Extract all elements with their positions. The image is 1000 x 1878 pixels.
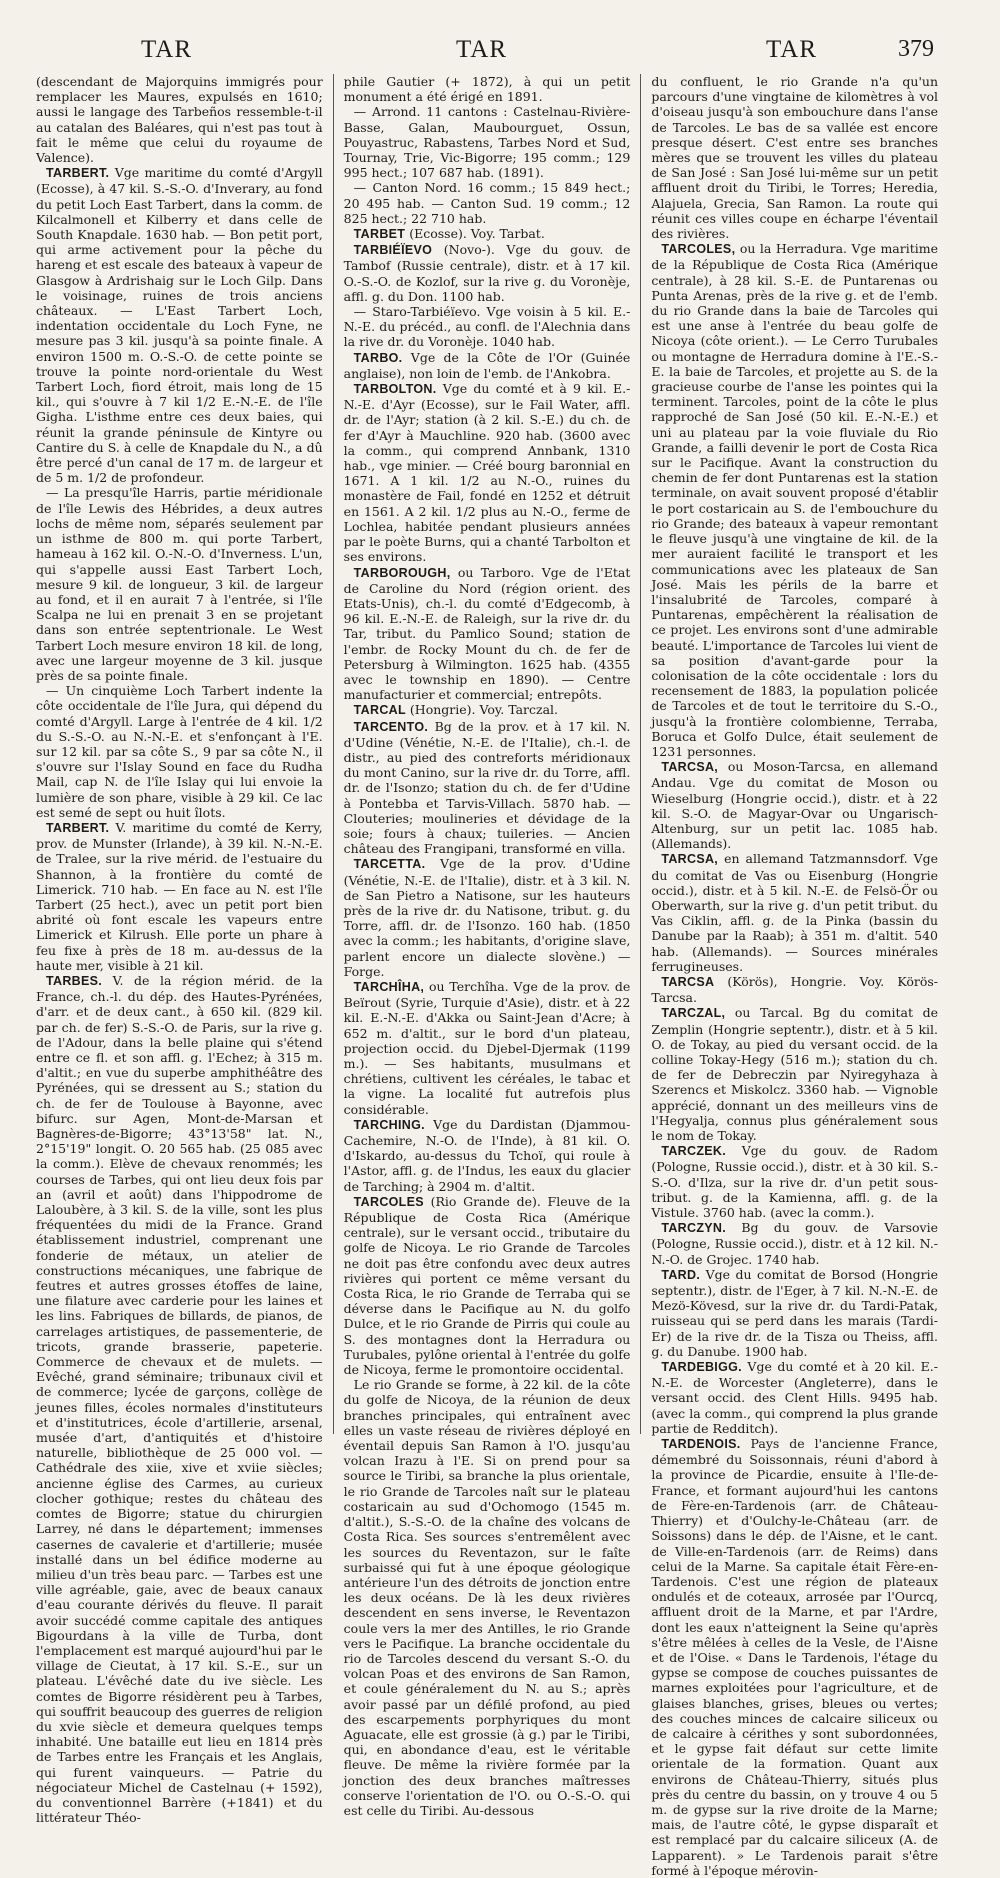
entry-headword: TARD. [661,1267,701,1282]
dictionary-entry [651,1005,938,1143]
entry-headword: TARCHÎHA, [353,979,425,994]
dictionary-entry [344,1117,631,1194]
entry-headword: TARDEBIGG. [661,1360,742,1375]
entry-text: Vge du comté et à 20 kil. E.-N.-E. de Worcester (Angleterre), dans le versant occid. des Clent Hills. 9495 hab. (avec la comm., qui comprend la plus grande partie de Redditch). [651,1359,939,1436]
page-header [36,30,938,74]
entry-headword: TARCSA, [661,852,719,867]
entry-headword: TARCETTA. [353,857,426,872]
entry-headword: TARCHING. [353,1117,425,1132]
dictionary-entry [36,973,323,1825]
dictionary-entry [344,242,631,304]
entry-headword: TARCZEK. [661,1144,727,1159]
dictionary-entry [651,974,938,1005]
entry-headword: TARBIÉÏEVO [353,243,433,258]
entry-text: (Hongrie). Voy. Tarczal. [409,702,559,718]
dictionary-entry [344,304,631,350]
dictionary-entry [344,1194,631,1377]
entry-text: ou la Herradura. Vge maritime de la République de Costa Rica (Amérique centrale), à 28 kil. S.-E. de Puntarenas ou Punta Arenas, près de la rive g. et de l'emb. du rio Grande dans la baie de Tarcoles qui est une anse à l'entrée du beau golfe de Nicoya (côte orient.). — Le Cerro Turubales ou montagne de Herradura domine à l'E.-S.-E. la baie de Tarcoles, et projette au S. de la gracieuse courbe de l'anse les pointes qui la terminent. Tarcoles, point de la côte le plus rapproché de San José (50 kil. E.-N.-E.) et uni au plateau par la voie fluviale du Rio Grande, a failli devenir le port de Costa Rica sur le Pacifique. Avant la construction du chemin de fer dont Puntarenas est la station terminale, on avait souvent proposé d'établir le port costaricain au S. de l'embouchure du rio Grande; des bateaux à vapeur remontant le fleuve jusqu'à une vingtaine de kil. de la mer auraient facilité le transport et les communications avec les plateaux de San José. Mais les périls de la barre et l'insalubrité de Tarcoles, comparé à Puntarenas, empêchèrent la réalisation de ce projet. Les environs sont d'une admirable beauté. L'importance de Tarcoles lui vient de sa position d'avant-garde pour la colonisation de la côte occidentale : lors du recensement de 1883, la population policée de Tarcoles et de tout le territoire du S.-O., jusqu'à la frontière colombienne, Terraba, Boruca et Golfo Dulce, était seulement de 1231 personnes. [651,241,939,759]
entry-headword: TARCAL [353,703,406,718]
entry-text: — Arrond. 11 cantons : Castelnau-Rivière-Basse, Galan, Maubourguet, Ossun, Pouyastruc, Rabastens, Tarbes Nord et Sud, Tournay, Trie, Vic-Bigorre; 195 comm.; 129 995 hect.; 107 687 hab. (1891). [343,104,631,181]
entry-text: Bg de la prov. et à 17 kil. N. d'Udine (Vénétie, N.-E. de l'Italie), ch.-l. de distr., au pied des contreforts méridionaux du mont Canino, sur la rive dr. du Torre, affl. dr. de l'Isonzo; station du ch. de fer d'Udine à Pontebba et Tarvis-Villach. 5870 hab. — Clouteries; moulineries et dévidage de la soie; fours à chaux; tuileries. — Ancien château des Frangipani, transformé en villa. [343,718,631,857]
entry-text: — Un cinquième Loch Tarbert indente la côte occidentale de l'île Jura, qui dépend du comté d'Argyll. Large à l'entrée de 4 kil. 1/2 du S.-S.-O. au N.-N.-E. et s'enfonçant à l'E. sur 12 kil. par sa côte S., 9 par sa côte N., il s'ouvre sur l'Islay Sound en face du Rudha Mail, cap N. de l'île Islay qui lui envoie la lumière de son phare, visible à 29 kil. Ce lac est semé de sept ou huit îlots. [36,683,323,820]
dictionary-entry [651,1220,938,1267]
entry-headword: TARDENOIS. [661,1437,741,1452]
entry-headword: TARCOLES, [661,242,736,257]
entry-text: ou Tarcal. Bg du comitat de Zemplin (Hongrie septentr.), distr. et à 5 kil. O. de Tokay, au pied du versant occid. de la colline Tokay-Hegy (516 m.); station du ch. de fer de Debreczin par Nyiregyhaza à Szerencs et Miskolcz. 3360 hab. — Vignoble apprécié, donnant un des meilleurs vins de l'Hegyalja, connus plus généralement sous le nom de Tokay. [651,1005,939,1144]
entry-text: (Novo-). Vge du gouv. de Tambof (Russie centrale), distr. et à 17 kil. O.-S.-O. de Kozlof, sur la rive g. du Voronèje, affl. g. du Don. 1100 hab. [343,242,631,304]
entry-text: Vge maritime du comté d'Argyll (Ecosse), à 47 kil. S.-S.-O. d'Inverary, au fond du petit Loch East Tarbert, dans la comm. de Kilcalmonell et Kilberry et dans celle de South Knapdale. 1630 hab. — Bon petit port, qui arme activement pour la pêche du hareng et est escale des bateaux à vapeur de Glasgow à Ardrishaig sur le Loch Gilp. Dans le voisinage, ruines de trois anciens châteaux. — L'East Tarbert Loch, indentation occidentale du Loch Fyne, ne mesure pas 3 kil. jusqu'à sa pointe finale. A environ 1500 m. O.-S.-O. de cette pointe se trouve la pointe nord-orientale du West Tarbert Loch, fiord étroit, mais long de 15 kil., qui s'ouvre à 7 kil 1/2 E.-N.-E. de l'île Gigha. L'isthme entre ces deux baies, qui réunit la grande péninsule de Kintyre ou Cantire du S. à celle de Knapdale du N., a dû être percé d'un canal de 17 m. de largeur et de 5 m. 1/2 de profondeur. [36,165,323,486]
dictionary-entry [651,241,938,759]
entry-text: (Rio Grande de). Fleuve de la République de Costa Rica (Amérique centrale), sur le versant occid., tributaire du golfe de Nicoya. Le rio Grande de Tarcoles ne doit pas être confondu avec deux autres rivières qui portent ce même versant du Costa Rica, le rio Grande de Terraba qui se déverse dans le Pacifique au N. du golfo Dulce, et le rio Grande de Pirris qui coule au S. des montagnes dont la Herradura ou Turubales, pylône oriental à l'entrée du golfe de Nicoya, ferme le promontoire occidental. [343,1193,631,1378]
entry-text: — La presqu'île Harris, partie méridionale de l'île Lewis des Hébrides, a deux autres lochs de même nom, séparés seulement par un isthme de 800 m. qui porte Tarbert, hameau à 162 kil. O.-N.-O. d'Inverness. L'un, qui s'appelle aussi East Tarbert Loch, mesure 9 kil. de longueur, 3 kil. de largeur au fond, et il en aurait 7 à l'entrée, si l'île Scalpa ne lui en prenait 3 en se projetant dans son entrée septentrionale. Le West Tarbert Loch mesure environ 18 kil. de long, avec une largeur moyenne de 3 kil. jusque près de sa pointe finale. [36,485,323,683]
entry-text: phile Gautier (+ 1872), à qui un petit monument a été érigé en 1891. [343,74,631,105]
dictionary-entry [344,1377,631,1818]
entry-headword: TARBOLTON. [353,382,437,397]
entry-text: — Canton Nord. 16 comm.; 15 849 hect.; 20 495 hab. — Canton Sud. 19 comm.; 12 825 hect.; 22 710 hab. [343,180,631,226]
entry-text: Bg du gouv. de Varsovie (Pologne, Russie occid.), distr. et à 12 kil. N.-N.-O. de Grojec. 1740 hab. [651,1220,939,1267]
entry-headword: TARCENTO. [353,719,429,734]
dictionary-entry [344,979,631,1117]
entry-text: (Ecosse). Voy. Tarbat. [409,226,545,242]
running-head-middle: TAR [456,36,507,63]
entry-text: ou Tarboro. Vge de l'Etat de Caroline du Nord (région orient. des Etats-Unis), ch.-l. du comté d'Edgecomb, à 96 kil. E.-N.-E. de Raleigh, sur la rive dr. du Tar, tribut. du Pamlico Sound; station de l'embr. de Rocky Mount du ch. de fer de Petersburg à Wilmington. 1625 hab. (4355 avec le township en 1890). — Centre manufacturier et commercial; entrepôts. [343,564,631,703]
dictionary-entry [344,74,631,104]
dictionary-entry [651,1436,938,1878]
entry-text: Pays de l'ancienne France, démembré du Soissonnais, réuni d'abord à la province de Picardie, ensuite à l'Ile-de-France, et formant aujourd'hui les cantons de Fère-en-Tardenois (arr. de Château-Thierry) et d'Oulchy-le-Château (arr. de Soissons) dans le dép. de l'Aisne, et le cant. de Ville-en-Tardenois (arr. de Reims) dans celui de la Marne. Sa capitale était Fère-en-Tardenois. C'est une région de plateaux ondulés et de coteaux, arrosée par l'Ourcq, affluent droit de la Marne, et par l'Ardre, dont les eaux n'atteignent la Seine qu'après s'être mêlées à celles de la Vesle, de l'Aisne et de l'Oise. « Dans le Tardenois, l'étage du gypse se compose de couches puissantes de marnes exploitées pour l'agriculture, et de glaises blanches, grises, bleues ou vertes; des couches minces de calcaire siliceux ou de calcaire à cérithes y sont subordonnées, et le gypse fait défaut sur cette limite orientale de la formation. Quant aux environs de Château-Thierry, situés plus près du centre du bassin, on y trouve 4 ou 5 m. de gypse sur la rive droite de la Marne; mais, de l'autre côté, le gypse disparaît et est remplacé par du calcaire siliceux (A. de Lapparent). » Le Tardenois parait s'être formé à l'époque mérovin- [651,1436,939,1878]
entry-text: ou Moson-Tarcsa, en allemand Andau. Vge du comitat de Moson ou Wieselburg (Hongrie occid.), distr. et à 22 kil. S.-O. de Magyar-Ovar ou Ungarisch-Altenburg, sur un petit lac. 1085 hab. (Allemands). [651,759,939,852]
entry-headword: TARCSA [661,974,715,989]
entry-text: ou Terchîha. Vge de la prov. de Beïrout (Syrie, Turquie d'Asie), distr. et à 22 kil. E.-N.-E. d'Akka ou Saint-Jean d'Acre; à 652 m. d'altit., sur le bord d'un plateau, projection occid. du Djebel-Djermak (1199 m.). — Ses habitants, musulmans et chrétiens, cultivent les céréales, le tabac et la vigne. La localité fut autrefois plus considérable. [343,978,631,1117]
entry-text: Vge de la Côte de l'Or (Guinée anglaise), non loin de l'emb. de l'Ankobra. [343,349,631,381]
dictionary-entry [651,74,938,241]
dictionary-entry [651,851,938,974]
dictionary-entry [344,702,631,718]
entry-text: Le rio Grande se forme, à 22 kil. de la côte du golfe de Nicoya, de la réunion de deux branches principales, qui entraînent avec elles un vaste réseau de rivières déployé en éventail depuis San Ramon à l'O. jusqu'au volcan Irazu à l'E. Si on prend pour sa source le Tiribi, sa branche la plus orientale, le rio Grande de Tarcoles naît sur le plateau costaricain au sud d'Ochomogo (1545 m. d'altit.), S.-S.-O. de la chaîne des volcans de Costa Rica. Ses sources s'entremêlent avec les sources du Reventazon, sur le faîte surbaissé qui fut à une époque géologique antérieure l'un des détroits de jonction entre les deux océans. De là les deux rivières descendent en sens inverse, le Reventazon coule vers la mer des Antilles, le rio Grande vers le Pacifique. La branche occidentale du rio de Tarcoles descend du versant S.-O. du volcan Poas et des environs de San Ramon, et coule généralement du N. au S.; après avoir passé par un défilé profond, au pied des escarpements porphyriques du mont Aguacate, elle est grossie (à g.) par le Tiribi, qui, en abondance d'eau, est le véritable fleuve. De même la rivière formée par la jonction des deux branches maîtresses conserve l'orientation de l'O. ou O.-S.-O. qui est celle du Tiribi. Au-dessous [343,1377,631,1818]
entry-headword: TARBERT. [46,166,110,181]
dictionary-entry [651,1143,938,1220]
running-head-right: TAR [766,36,817,63]
entry-text: Vge du comté et à 9 kil. E.-N.-E. d'Ayr (Ecosse), sur le Fail Water, affl. dr. de l'Ayr; station (à 2 kil. S.-E.) du ch. de fer d'Ayr à Mauchline. 920 hab. (3600 avec la comm., qui comprend Annbank, 1310 hab., vge minier. — Créé bourg baronnial en 1671. A 1 kil. 1/2 au N.-O., ruines du monastère de Fail, fondé en 1252 et détruit en 1561. A 2 kil. 1/2 plus au N.-O., ferme de Lochlea, habitée pendant plusieurs années par le poète Burns, qui a chanté Tarbolton et ses environs. [343,381,631,565]
entry-headword: TARBOROUGH, [353,565,451,580]
dictionary-entry [651,1267,938,1359]
entry-text: du confluent, le rio Grande n'a qu'un parcours d'une vingtaine de kilomètres à vol d'oiseau jusqu'à son embouchure dans l'anse de Tarcoles. Le bas de sa vallée est encore presque désert. C'est entre ses branches mères que se trouvent les villes du plateau de San José : San José lui-même sur un petit affluent droit du Tiribi, le Torres; Heredia, Alajuela, Grecia, San Ramon. La route qui réunit ces villes coupe en écharpe l'éventail des rivières. [651,74,939,242]
dictionary-entry [344,856,631,979]
entry-headword: TARCZAL, [661,1006,726,1021]
running-head-left: TAR [141,36,192,63]
dictionary-entry [36,485,323,683]
entry-text: V. maritime du comté de Kerry, prov. de Munster (Irlande), à 39 kil. N.-N.-E. de Tralee, sur la rive mérid. de l'estuaire du Shannon, à la frontière du comté de Limerick. 710 hab. — En face au N. est l'île Tarbert (25 hect.), avec un petit port bien abrité où font escale les vapeurs entre Limerick et Kilrush. Elle porte un phare à feu fixe à près de 18 m. au-dessus de la haute mer, visible à 21 kil. [36,819,323,973]
dictionary-entry [344,180,631,226]
entry-text: Vge du Dardistan (Djammou-Cachemire, N.-O. de l'Inde), à 81 kil. O. d'Iskardo, au-dessus du Tchoï, qui roule à l'Astor, affl. g. de l'Indus, les eaux du glacier de Tarching; à 2904 m. d'altit. [343,1116,631,1194]
entry-headword: TARBO. [353,350,403,365]
dictionary-entry [651,1359,938,1436]
entry-headword: TARCOLES [353,1194,424,1209]
dictionary-entry [36,74,323,165]
dictionary-entry [344,226,631,242]
column-left [36,74,323,1826]
entry-headword: TARCSA, [661,760,719,775]
entry-text: (Körös), Hongrie. Voy. Körös-Tarcsa. [651,973,938,1006]
column-right [640,74,939,1878]
entry-text: Vge du comitat de Borsod (Hongrie septentr.), distr. de l'Eger, à 7 kil. N.-N.-E. de Mezö-Kövesd, sur la rive dr. du Tardi-Patak, ruisseau qui se perd dans les marais (Tardi-Er) de la rive dr. de la Tisza ou Theiss, affl. g. du Danube. 1900 hab. [651,1266,939,1359]
dictionary-entry [36,683,323,820]
entry-text: Vge de la prov. d'Udine (Vénétie, N.-E. de l'Italie), distr. et à 3 kil. N. de San Pietro a Natisone, sur les hauteurs près de la rive dr. du Natisone, tribut. g. du Torre, affl. dr. de l'Isonzo. 160 hab. (1850 avec la comm.; les habitants, d'origine slave, parlent encore un dialecte slovène.) — Forge. [343,856,631,979]
dictionary-entry [344,719,631,857]
dictionary-entry [344,381,631,564]
entry-headword: TARBERT. [46,820,110,835]
entry-text: (descendant de Majorquins immigrés pour remplacer les Maures, expulsés en 1610; aussi le langage des Tarbeños ressemble-t-il au catalan des Baléares, qui n'est pas tout à fait le même que celui du royaume de Valence). [36,74,323,166]
dictionary-entry [344,104,631,180]
dictionary-entry [36,165,323,485]
text-columns [36,74,939,1878]
entry-headword: TARCZYN. [661,1221,727,1236]
column-middle [333,74,631,1818]
dictionary-entry [344,565,631,703]
entry-headword: TARBET [353,227,406,242]
dictionary-entry [344,350,631,381]
dictionary-entry [651,759,938,851]
entry-text: — Staro-Tarbiéïevo. Vge voisin à 5 kil. E.-N.-E. du précéd., au confl. de l'Alechnia dans la rive dr. du Voronèje. 1040 hab. [343,304,631,350]
entry-text: Vge du gouv. de Radom (Pologne, Russie occid.), distr. et à 30 kil. S.-S.-O. d'Ilza, sur la rive dr. d'un petit sous-tribut. g. de la Kamienna, affl. g. de la Vistule. 3760 hab. (avec la comm.). [651,1143,939,1221]
entry-text: V. de la région mérid. de la France, ch.-l. du dép. des Hautes-Pyrénées, d'arr. et de deux cant., à 650 kil. (829 kil. par ch. de fer) S.-S.-O. de Paris, sur la rive g. de l'Adour, dans la belle plaine qui s'étend entre ce fl. et son affl. g. l'Echez; à 315 m. d'altit.; en vue du superbe amphithéâtre des Pyrénées, qui se dressent au S.; station du ch. de fer de Toulouse à Bayonne, avec bifurc. sur Agen, Mont-de-Marsan et Bagnères-de-Bigorre; 43°13'58" lat. N., 2°15'19" longit. O. 20 565 hab. (25 085 avec la comm.). Elève de chevaux renommés; les courses de Tarbes, qui ont lieu deux fois par an (avril et août) dans l'hippodrome de Laloubère, à 3 kil. S. de la ville, sont les plus fréquentées du midi de la France. Grand établissement industriel, comprenant une fonderie de métaux, un atelier de constructions mécaniques, une fabrique de feutres et autres grosses étoffes de laine, une filature avec carderie pour les laines et les lins. Fabriques de billards, de pianos, de carrelages artistiques, de passementerie, de tricots, grande brasserie, papeterie. Commerce de chevaux et de mulets. — Evêché, grand séminaire; tribunaux civil et de commerce; lycée de garçons, collège de jeunes filles, écoles normales d'instituteurs et d'institutrices, école d'artillerie, arsenal, musée d'art, d'antiquités et d'histoire naturelle, bibliothèque de 25 000 vol. — Cathédrale des xiie, xive et xviie siècles; ancienne église des Carmes, au curieux clocher gothique; restes du château des comtes de Bigorre; statue du chirurgien Larrey, né dans le département; immenses casernes de cavalerie et d'artillerie; musée installé dans un bel édifice moderne au milieu d'un très beau parc. — Tarbes est une ville agréable, gaie, avec de beaux canaux d'eau courante dérivés du fleuve. Il parait avoir succédé comme capitale des antiques Bigourdans à la ville de Turba, dont l'emplacement est marqué aujourd'hui par le village de Cieutat, à 17 kil. S.-E., sur un plateau. L'évêché date du ive siècle. Les comtes de Bigorre résidèrent peu à Tarbes, qui souffrit beaucoup des guerres de religion du xvie siècle et demeura quelques temps inhabité. Une bataille eut lieu en 1814 près de Tarbes entre les Français et les Anglais, qui furent vainqueurs. — Patrie du négociateur Michel de Castelnau (+ 1592), du conventionnel Barrère (+1841) et du littérateur Théo- [36,972,323,1826]
entry-headword: TARBES. [46,973,103,988]
entry-text: en allemand Tatzmannsdorf. Vge du comitat de Vas ou Eisenburg (Hongrie occid.), distr. et à 5 kil. N.-E. de Felsö-Ör ou Oberwarth, sur la rive g. d'un petit tribut. du Vas Ciklin, affl. g. de la Pinka (bassin du Danube par la Raab); à 351 m. d'altit. 540 hab. (Allemands). — Sources minérales ferrugineuses. [651,851,939,974]
dictionary-entry [36,820,323,973]
page-number: 379 [898,36,934,62]
